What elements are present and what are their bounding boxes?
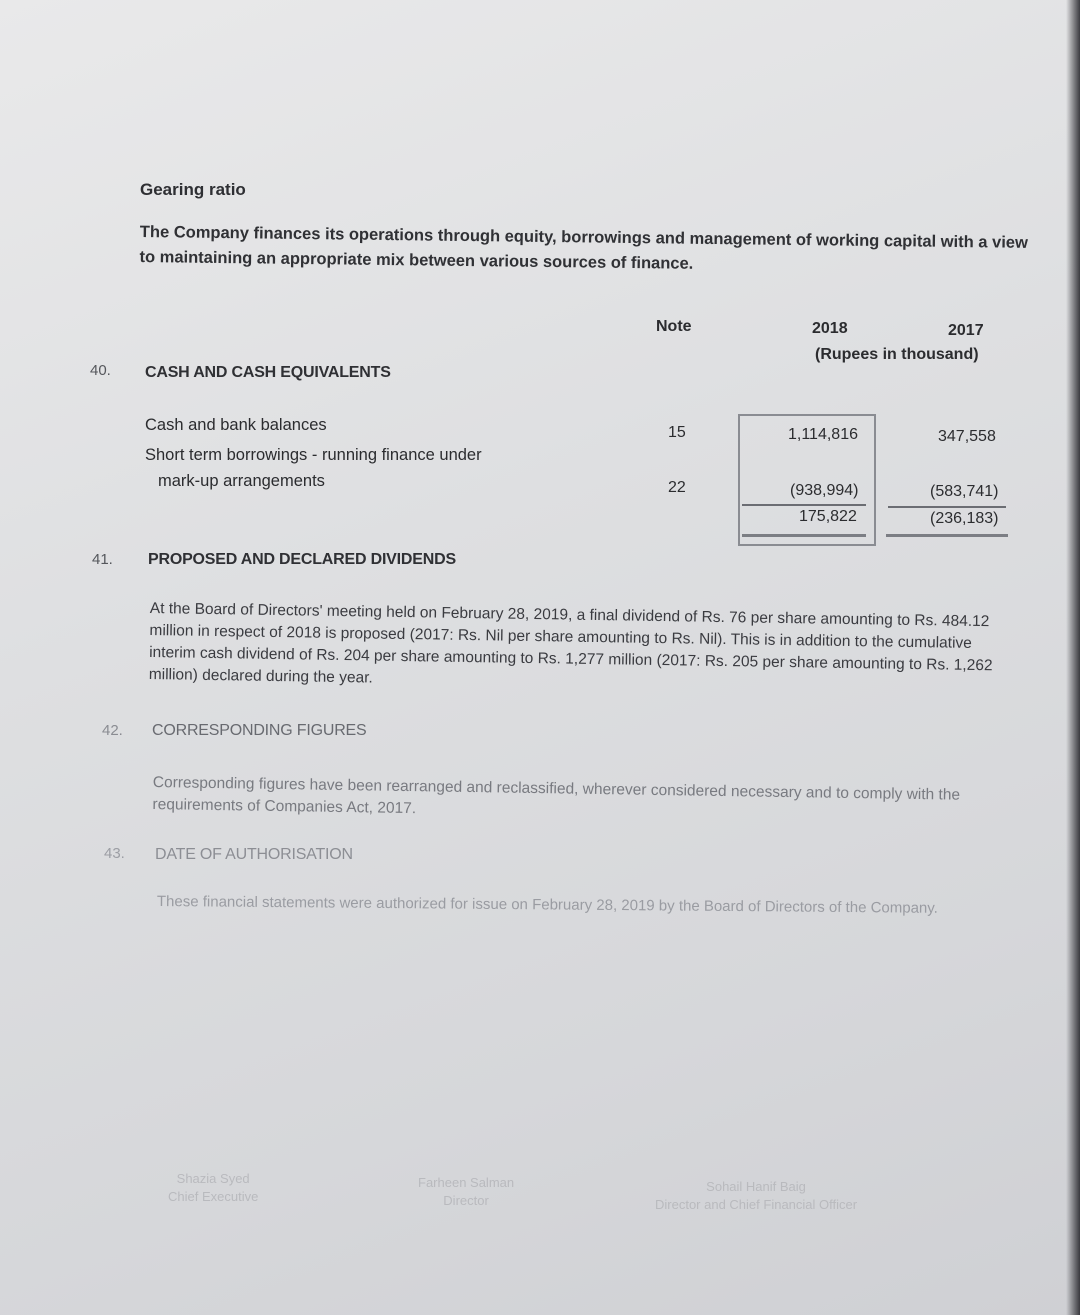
subtotal-rule-2017 bbox=[888, 506, 1006, 508]
row-note-borrowings: 22 bbox=[668, 479, 686, 496]
corresponding-figures-paragraph: Corresponding figures have been rearranged and reclassified, wherever considered necessary and to comply with the requirements of Companies Act, 2017. bbox=[152, 773, 961, 818]
subtotal-rule-2018 bbox=[742, 504, 866, 506]
column-header-2017: 2017 bbox=[948, 322, 984, 339]
total-rule-2018 bbox=[742, 534, 866, 537]
signatory-title: Chief Executive bbox=[168, 1189, 259, 1204]
section-title: CORRESPONDING FIGURES bbox=[152, 722, 367, 739]
value-borrowings-2018: (938,994) bbox=[790, 482, 859, 499]
column-header-note: Note bbox=[656, 318, 692, 335]
signatory-name: Sohail Hanif Baig bbox=[706, 1179, 806, 1194]
section-number: 43. bbox=[104, 845, 125, 862]
section-number: 41. bbox=[92, 551, 113, 568]
section-number: 42. bbox=[102, 722, 123, 739]
column-header-2018: 2018 bbox=[812, 320, 848, 337]
row-label-borrowings: Short term borrowings - running finance under bbox=[145, 446, 482, 464]
dividends-paragraph: At the Board of Directors' meeting held on February 28, 2019, a final dividend of Rs. 76 per share amounting to Rs. 484.12 million in respect of 2018 is proposed (2017: Rs. Nil per share amounting to Rs. Nil). This is in addition to the cumulative interim cash dividend of Rs. 204 per share amounting to Rs. 1,277 million (2017: Rs. 205 per share amounting to Rs. 1,262 million) declared during the year. bbox=[148, 599, 993, 687]
signatory-name: Farheen Salman bbox=[418, 1175, 515, 1190]
authorisation-paragraph: These financial statements were authorized for issue on February 28, 2019 by the Board of Directors of the Company. bbox=[156, 893, 938, 917]
row-note-cash: 15 bbox=[668, 424, 686, 441]
gearing-heading: Gearing ratio bbox=[140, 180, 246, 199]
value-cash-2018: 1,114,816 bbox=[788, 426, 858, 443]
row-label-cash: Cash and bank balances bbox=[145, 416, 327, 434]
section-number: 40. bbox=[90, 362, 111, 379]
signatory-name: Shazia Syed bbox=[176, 1171, 250, 1186]
value-total-2017: (236,183) bbox=[930, 510, 999, 527]
total-rule-2017 bbox=[886, 534, 1008, 537]
row-label-borrowings-cont: mark-up arrangements bbox=[158, 472, 325, 490]
value-total-2018: 175,822 bbox=[799, 508, 857, 525]
value-borrowings-2017: (583,741) bbox=[930, 483, 999, 500]
section-title: PROPOSED AND DECLARED DIVIDENDS bbox=[148, 551, 456, 568]
page-edge-shadow bbox=[1066, 0, 1080, 1315]
value-cash-2017: 347,558 bbox=[938, 428, 996, 445]
signatory-title: Director and Chief Financial Officer bbox=[655, 1197, 858, 1212]
gearing-paragraph: The Company finances its operations through equity, borrowings and management of working capital with a view to maintaining an appropriate mix between various sources of finance. bbox=[139, 222, 1028, 273]
column-header-units: (Rupees in thousand) bbox=[815, 346, 979, 363]
signature-block bbox=[655, 1178, 857, 1214]
section-title: DATE OF AUTHORISATION bbox=[155, 846, 353, 863]
signatory-title: Director bbox=[443, 1193, 489, 1208]
section-title: CASH AND CASH EQUIVALENTS bbox=[145, 364, 391, 381]
signature-block bbox=[418, 1174, 514, 1210]
signature-block bbox=[168, 1170, 258, 1206]
